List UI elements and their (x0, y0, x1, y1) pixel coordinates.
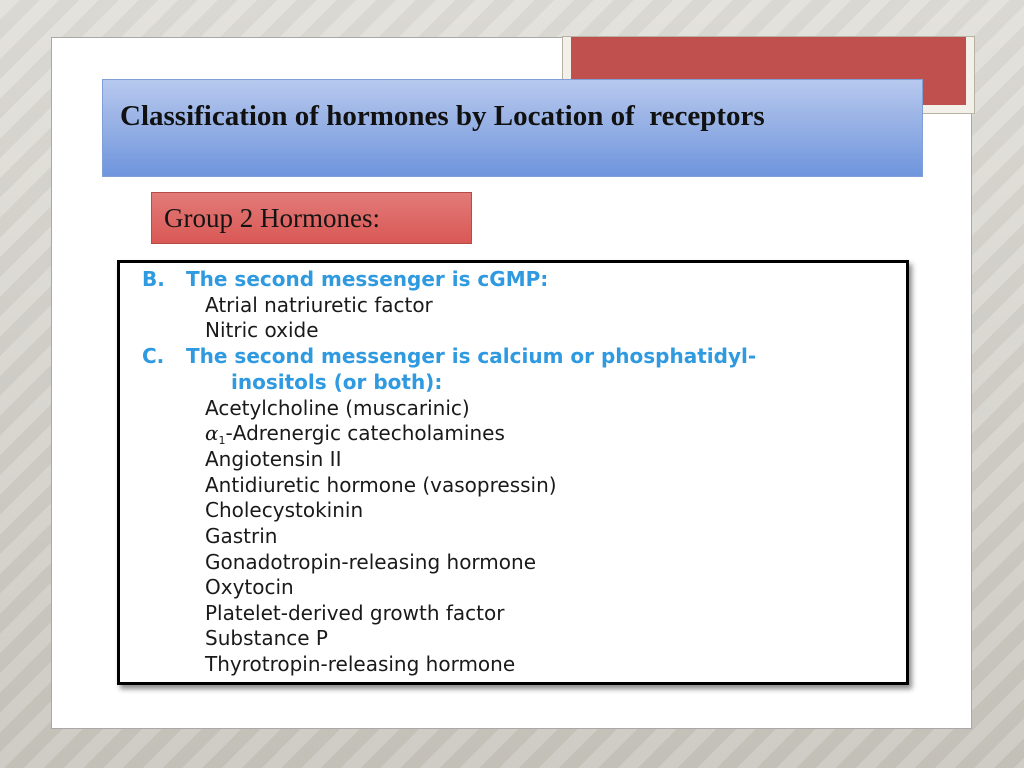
section-c-heading-continued: inositols (or both): (231, 370, 443, 394)
list-item: Gastrin (205, 524, 278, 548)
list-item: Cholecystokinin (205, 498, 364, 522)
list-item: Acetylcholine (muscarinic) (205, 396, 470, 420)
section-c-title: The second messenger is calcium or phosphatidyl- (186, 344, 757, 368)
alpha-symbol: α (205, 421, 219, 445)
list-item: Oxytocin (205, 575, 294, 599)
section-c-heading (142, 343, 756, 369)
hormone-list-box (117, 260, 909, 685)
group-label-box (151, 192, 472, 244)
slide-title: Classification of hormones by Location of receptors (120, 100, 765, 132)
list-item: Antidiuretic hormone (vasopressin) (205, 473, 557, 497)
list-item-text: -Adrenergic catecholamines (225, 421, 505, 445)
group-label: Group 2 Hormones: (164, 203, 380, 233)
list-item: Platelet-derived growth factor (205, 601, 505, 625)
list-item: Angiotensin II (205, 447, 342, 471)
list-item: Substance P (205, 626, 328, 650)
section-b-heading (142, 266, 548, 292)
alpha-subscript: 1 (218, 434, 226, 447)
list-item: Thyrotropin-releasing hormone (205, 652, 516, 676)
section-c-marker: C. (142, 344, 165, 368)
section-b-title: The second messenger is cGMP: (186, 267, 549, 291)
list-item: Atrial natriuretic factor (205, 293, 433, 317)
list-item: Gonadotropin-releasing hormone (205, 550, 536, 574)
title-bar (102, 79, 923, 177)
section-b-marker: B. (142, 267, 165, 291)
list-item: Nitric oxide (205, 318, 319, 342)
